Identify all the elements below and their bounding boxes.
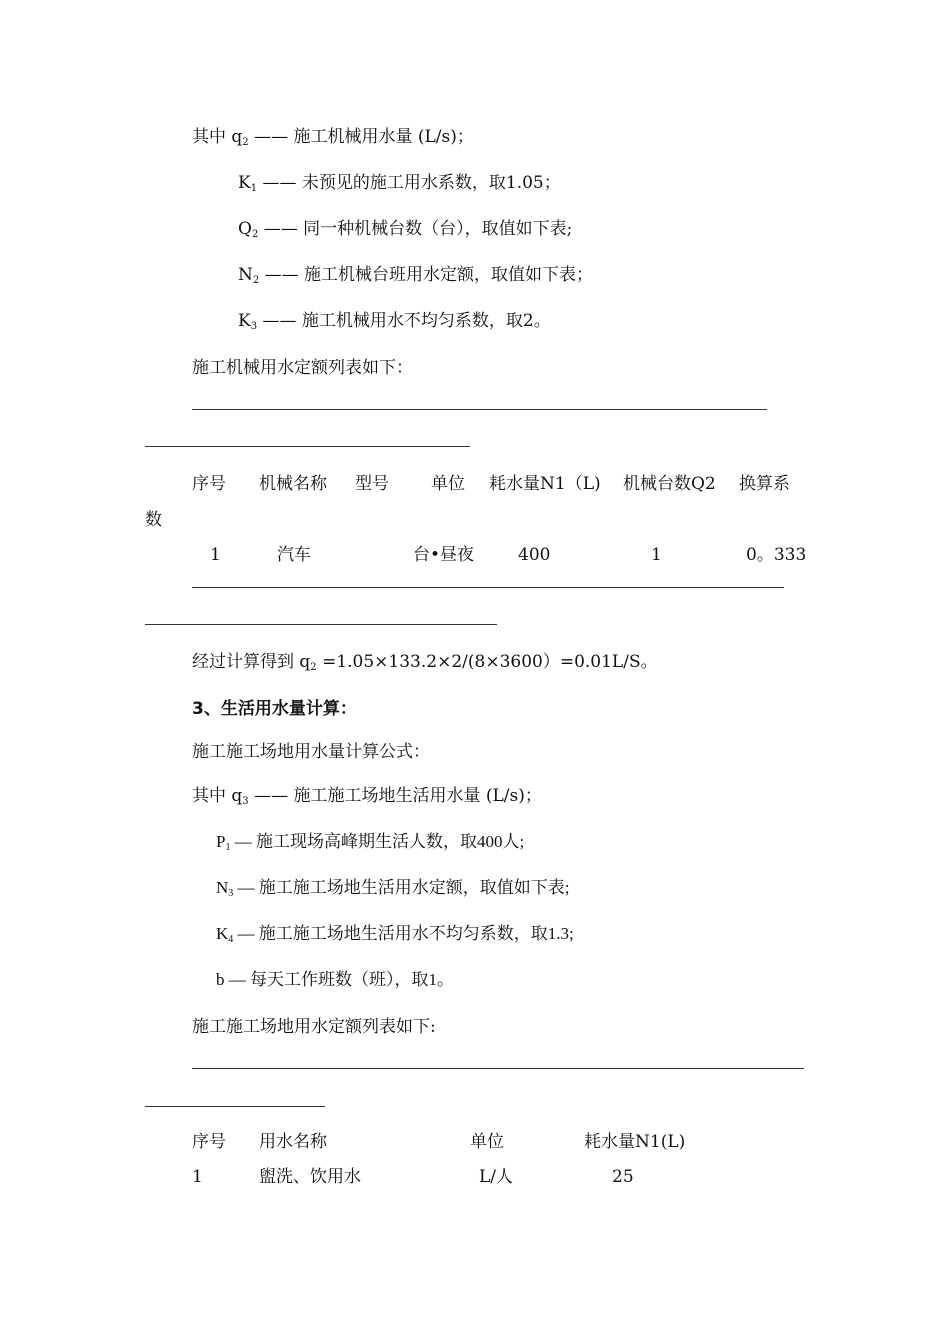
- machine-table-intro: 施工机械用水定额列表如下：: [192, 358, 413, 378]
- var-q: q: [231, 127, 243, 147]
- t2-header-water: 耗水量N1(L): [584, 1132, 686, 1152]
- var-q: Q: [238, 219, 252, 239]
- where-q2-line: [192, 125, 474, 155]
- k3-line: [238, 309, 551, 339]
- t1-header-count: 机械台数Q2: [623, 474, 716, 494]
- t2-header-unit: 单位: [470, 1132, 504, 1152]
- table-rule-bottom-continued: [145, 624, 497, 625]
- var-p: P: [216, 832, 226, 851]
- var-n: N: [216, 878, 229, 897]
- t1-header-name: 机械名称: [259, 474, 327, 494]
- var-definition: —— 同一种机械台数（台），取值如下表;: [258, 219, 573, 239]
- var-q: q: [231, 786, 243, 806]
- t2-header-name: 用水名称: [259, 1132, 327, 1152]
- n3-line: [216, 876, 570, 906]
- var-subscript: 2: [242, 137, 249, 148]
- living-table-intro: 施工施工场地用水定额列表如下:: [192, 1017, 436, 1037]
- t2-header-index: 序号: [192, 1132, 226, 1152]
- t2-row-name: 盥洗、饮用水: [259, 1167, 361, 1187]
- t2-row-unit: L/人: [479, 1167, 514, 1187]
- t1-header-model: 型号: [355, 474, 389, 494]
- k4-line: [216, 922, 574, 952]
- var-b: b: [216, 970, 225, 989]
- t1-header-water: 耗水量N1（L): [489, 474, 601, 494]
- t1-header-factor-wrap: 数: [145, 510, 162, 530]
- b-line: [216, 968, 454, 992]
- var-subscript: 3: [250, 321, 258, 332]
- n2-line: [238, 263, 593, 293]
- table-rule-top-continued: [145, 446, 470, 447]
- table-rule-bottom: [192, 587, 784, 588]
- var-subscript: 1: [250, 183, 258, 194]
- var-subscript: 1: [225, 842, 231, 853]
- var-definition: —— 未预见的施工用水系数，取1.05；: [257, 173, 561, 193]
- t1-row-count: 1: [651, 545, 662, 565]
- where-label: 其中: [192, 786, 232, 806]
- k1-line: [238, 171, 561, 201]
- var-definition: — 施工施工场地生活用水不均匀系数，取1.3;: [233, 924, 574, 943]
- var-subscript: 2: [252, 275, 260, 286]
- table2-rule-top: [192, 1068, 804, 1069]
- formula-intro: 施工施工场地用水量计算公式：: [192, 742, 430, 762]
- table-rule-top: [192, 409, 767, 410]
- var-subscript: 3: [242, 796, 249, 807]
- where-label: 其中: [192, 127, 232, 147]
- q2-result-line: [192, 650, 658, 680]
- result-label: 经过计算得到: [192, 652, 300, 672]
- var-subscript: 2: [310, 662, 317, 673]
- where-q3-line: [192, 784, 542, 814]
- t2-row-water: 25: [612, 1167, 634, 1187]
- var-n: N: [238, 265, 253, 285]
- var-definition: —— 施工机械台班用水定额，取值如下表；: [259, 265, 594, 285]
- var-definition: —— 施工机械用水量 (L/s)；: [248, 127, 474, 147]
- t2-row-index: 1: [192, 1167, 203, 1187]
- q2-line: [238, 217, 572, 247]
- t1-row-factor: 0。333: [746, 545, 807, 565]
- var-definition: — 每天工作班数（班），取1。: [224, 970, 454, 989]
- var-q: q: [299, 652, 311, 672]
- t1-header-index: 序号: [192, 474, 226, 494]
- var-subscript: 2: [251, 229, 259, 240]
- t1-header-unit: 单位: [431, 474, 465, 494]
- var-definition: — 施工施工场地生活用水定额，取值如下表;: [233, 878, 570, 897]
- t1-row-unit: 台•昼夜: [413, 545, 475, 565]
- t1-row-index: 1: [210, 545, 221, 565]
- var-k: K: [216, 924, 229, 943]
- var-definition: —— 施工机械用水不均匀系数，取2。: [257, 311, 551, 331]
- var-subscript: 3: [228, 888, 234, 899]
- result-formula: =1.05×133.2×2/(8×3600）=0.01L/S。: [316, 652, 658, 672]
- p1-line: [216, 830, 524, 860]
- var-subscript: 4: [228, 934, 234, 945]
- var-definition: — 施工现场高峰期生活人数，取400人;: [230, 832, 525, 851]
- t1-row-water: 400: [518, 545, 551, 565]
- t1-header-factor: 换算系: [739, 474, 790, 494]
- var-k: K: [238, 311, 251, 331]
- var-definition: —— 施工施工场地生活用水量 (L/s)；: [248, 786, 542, 806]
- section-heading: 3、生活用水量计算：: [192, 699, 357, 719]
- table2-rule-top-continued: [145, 1106, 325, 1107]
- t1-row-name: 汽车: [277, 545, 311, 565]
- var-k: K: [238, 173, 251, 193]
